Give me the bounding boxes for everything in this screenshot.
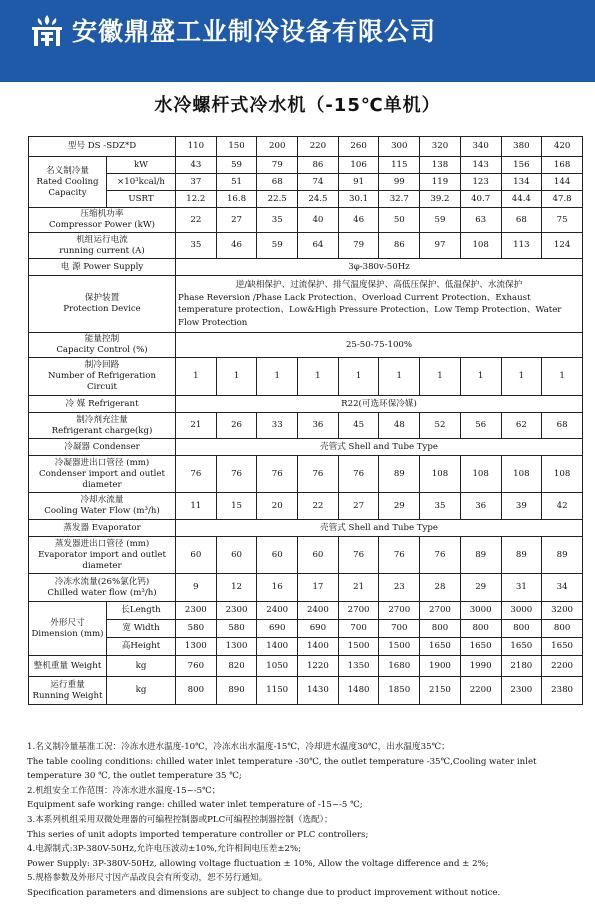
dimension-value: 2300	[176, 602, 217, 620]
capacity-value: 40.7	[460, 191, 501, 208]
cell-text: 冷凝器进出口管径 (mm)	[54, 457, 150, 468]
charge-value: 45	[338, 413, 379, 439]
cell-text: 制冷回路	[84, 360, 120, 370]
capacity-value: 74	[298, 174, 339, 191]
dimension-value: 580	[176, 620, 217, 638]
evaporator-pipe-value: 89	[542, 537, 583, 574]
running-weight-value: 1480	[338, 677, 379, 705]
running-current-value: 35	[176, 233, 217, 259]
chilled-flow-value: 17	[298, 574, 339, 602]
running-weight-value: 2150	[420, 677, 461, 705]
cooling-flow-value: 20	[257, 493, 298, 520]
chilled-flow-value: 31	[501, 574, 542, 602]
model-number: 110	[176, 137, 217, 157]
charge-value: 68	[542, 413, 583, 439]
evaporator-pipe-value: 89	[460, 537, 501, 574]
header-banner	[0, 0, 595, 82]
table-row	[29, 656, 583, 677]
table-row	[29, 413, 583, 439]
dimension-value: 1400	[257, 638, 298, 656]
cell-text: Chilled water flow (m³/h)	[47, 587, 157, 598]
weight-value: 760	[176, 656, 217, 677]
condenser-pipe-value: 108	[501, 456, 542, 493]
table-row	[29, 493, 583, 520]
capacity-value: 123	[460, 174, 501, 191]
cell-text: diameter	[82, 479, 122, 490]
compressor-power-value: 27	[216, 208, 257, 233]
protection-value	[176, 276, 583, 333]
capacity-control-value: 25-50-75-100%	[176, 333, 583, 358]
note-line: Equipment safe working range: chilled water inlet temperature of -15~-5 ℃;	[27, 800, 363, 811]
capacity-value: 168	[542, 157, 583, 174]
table-row	[29, 191, 583, 208]
model-number: 320	[420, 137, 461, 157]
table-row	[29, 208, 583, 233]
weight-value: 1900	[420, 656, 461, 677]
table-row	[29, 396, 583, 413]
condenser-value: 壳管式 Shell and Tube Type	[176, 439, 583, 456]
dimension-value: 2300	[216, 602, 257, 620]
running-current-value: 59	[257, 233, 298, 259]
dimension-value: 800	[542, 620, 583, 638]
evaporator-pipe-value: 60	[298, 537, 339, 574]
capacity-value: 91	[338, 174, 379, 191]
unit-cell: USRT	[107, 191, 176, 208]
dimension-value: 700	[379, 620, 420, 638]
capacity-value: 79	[257, 157, 298, 174]
compressor-power-value: 75	[542, 208, 583, 233]
condenser-pipe-value: 76	[257, 456, 298, 493]
evaporator-pipe-value: 76	[338, 537, 379, 574]
cell-text: Dimension (mm)	[31, 628, 104, 639]
table-row	[29, 137, 583, 157]
cell-text: Running Weight	[32, 690, 103, 701]
note-line: The table cooling conditions: chilled water inlet temperature -30℃, the outlet temperature -35℃,Cooling water inlet temperature 30 ℃, the outlet temperature 35 ℃;	[27, 756, 537, 782]
weight-value: 1350	[338, 656, 379, 677]
compressor-power-value: 50	[379, 208, 420, 233]
weight-value: 2200	[542, 656, 583, 677]
circuit-value: 1	[298, 358, 339, 396]
cell-text: 能量控制	[84, 334, 120, 344]
table-row	[29, 157, 583, 174]
evaporator-pipe-value: 76	[420, 537, 461, 574]
capacity-value: 39.2	[420, 191, 461, 208]
running-weight-value: 2300	[501, 677, 542, 705]
charge-label	[29, 413, 176, 439]
note-line: 2.机组安全工作范围：冷冻水进水温度-15~-5℃；	[27, 785, 221, 796]
capacity-value: 86	[298, 157, 339, 174]
cell-text: 名义制冷量	[46, 165, 89, 176]
table-row	[29, 574, 583, 602]
chilled-flow-value: 34	[542, 574, 583, 602]
capacity-value: 59	[216, 157, 257, 174]
protection-label	[29, 276, 176, 333]
dimension-value: 1300	[216, 638, 257, 656]
dimension-value: 2700	[420, 602, 461, 620]
dimension-value: 1500	[379, 638, 420, 656]
cell-text: Capacity Control (%)	[56, 345, 148, 355]
capacity-value: 24.5	[298, 191, 339, 208]
cooling-flow-value: 42	[542, 493, 583, 520]
evaporator-label: 蒸发器 Evaporator	[29, 520, 176, 537]
chilled-flow-value: 21	[338, 574, 379, 602]
table-row	[29, 456, 583, 493]
weight-value: 1680	[379, 656, 420, 677]
condenser-pipe-value: 76	[216, 456, 257, 493]
circuit-value: 1	[420, 358, 461, 396]
dimension-value: 800	[420, 620, 461, 638]
protection-en: Phase Reversion /Phase Lack Protection、Overload Current Protection、Exhaust temperature protection、Low&High Pressure Protection、Low Temp Protection、Water Flow Protection	[178, 292, 562, 328]
cooling-flow-value: 36	[460, 493, 501, 520]
dimension-value: 3000	[501, 602, 542, 620]
dimension-value: 690	[257, 620, 298, 638]
table-row	[29, 602, 583, 620]
compressor-power-value: 68	[501, 208, 542, 233]
power-supply-value: 3φ-380v-50Hz	[176, 259, 583, 276]
capacity-value: 119	[420, 174, 461, 191]
condenser-pipe-value: 76	[338, 456, 379, 493]
circuit-label	[29, 358, 176, 396]
running-current-value: 124	[542, 233, 583, 259]
spec-table	[28, 136, 583, 705]
note-line: 3.本系列机组采用双微处理器的可编程控制器或PLC可编程控制器控制（选配）；	[27, 814, 333, 825]
capacity-control-label	[29, 333, 176, 358]
table-row	[29, 677, 583, 705]
compressor-power-value: 63	[460, 208, 501, 233]
weight-label: 整机重量 Weight	[29, 656, 107, 677]
cell-text: Number of Refrigeration	[47, 371, 157, 381]
chilled-flow-label	[29, 574, 176, 602]
dimension-value: 1300	[176, 638, 217, 656]
capacity-value: 12.2	[176, 191, 217, 208]
running-weight-value: 890	[216, 677, 257, 705]
capacity-value: 32.7	[379, 191, 420, 208]
circuit-value: 1	[460, 358, 501, 396]
table-row	[29, 520, 583, 537]
cooling-flow-value: 27	[338, 493, 379, 520]
running-weight-value: 1850	[379, 677, 420, 705]
condenser-pipe-value: 108	[542, 456, 583, 493]
weight-value: 1220	[298, 656, 339, 677]
dimension-value: 2700	[379, 602, 420, 620]
company-logo	[30, 14, 64, 48]
condenser-label: 冷凝器 Condenser	[29, 439, 176, 456]
table-row	[29, 333, 583, 358]
dimension-value: 2400	[257, 602, 298, 620]
running-current-value: 108	[460, 233, 501, 259]
note-line: 5.规格参数及外形尺寸因产品改良会有所变动，恕不另行通知。	[27, 873, 268, 884]
running-weight-label	[29, 677, 107, 705]
table-row	[29, 259, 583, 276]
condenser-pipe-label	[29, 456, 176, 493]
cooling-flow-label	[29, 493, 176, 520]
running-current-value: 46	[216, 233, 257, 259]
cooling-flow-value: 11	[176, 493, 217, 520]
charge-value: 48	[379, 413, 420, 439]
capacity-value: 156	[501, 157, 542, 174]
refrigerant-value: R22(可选环保冷媒)	[176, 396, 583, 413]
condenser-pipe-value: 76	[298, 456, 339, 493]
dimension-value: 1650	[501, 638, 542, 656]
dimension-value: 690	[298, 620, 339, 638]
cell-text: Rated Cooling	[36, 176, 99, 187]
power-supply-label: 电 源 Power Supply	[29, 259, 176, 276]
evaporator-pipe-value: 89	[501, 537, 542, 574]
table-row	[29, 537, 583, 574]
table-row	[29, 174, 583, 191]
chilled-flow-value: 29	[460, 574, 501, 602]
note-line: This series of unit adopts imported temperature controller or PLC controllers;	[27, 829, 369, 840]
weight-value: 1050	[257, 656, 298, 677]
cell-text: 机组运行电流	[76, 234, 128, 245]
capacity-value: 106	[338, 157, 379, 174]
table-row	[29, 439, 583, 456]
cooling-flow-value: 29	[379, 493, 420, 520]
dimension-value: 1500	[338, 638, 379, 656]
dimension-value: 2700	[338, 602, 379, 620]
model-label: 型号 DS -SDZ*D	[29, 137, 176, 157]
capacity-value: 44.4	[501, 191, 542, 208]
company-name: 安徽鼎盛工业制冷设备有限公司	[72, 17, 437, 46]
compressor-power-value: 46	[338, 208, 379, 233]
model-number: 150	[216, 137, 257, 157]
unit-cell: 高Height	[107, 638, 176, 656]
weight-value: 820	[216, 656, 257, 677]
running-weight-value: 2200	[460, 677, 501, 705]
cooling-flow-value: 15	[216, 493, 257, 520]
compressor-power-value: 35	[257, 208, 298, 233]
charge-value: 62	[501, 413, 542, 439]
weight-value: 1990	[460, 656, 501, 677]
charge-value: 52	[420, 413, 461, 439]
dimension-value: 3200	[542, 602, 583, 620]
cell-text: 冷却水流量	[80, 495, 124, 505]
running-weight-value: 1430	[298, 677, 339, 705]
unit-cell: kg	[107, 656, 176, 677]
running-current-label	[29, 233, 176, 259]
circuit-value: 1	[542, 358, 583, 396]
evaporator-pipe-value: 76	[379, 537, 420, 574]
charge-value: 36	[298, 413, 339, 439]
cell-text: Cooling Water Flow (m³/h)	[44, 506, 160, 516]
dimension-label	[29, 602, 107, 656]
cell-text: 冷冻水流量(26%氯化钙)	[54, 576, 150, 587]
compressor-power-value: 40	[298, 208, 339, 233]
cell-text: 制冷剂充注量	[76, 414, 128, 425]
dimension-value: 1650	[460, 638, 501, 656]
cell-text: 蒸发器进出口管径 (mm)	[54, 538, 150, 549]
protection-cn: 逆/缺相保护、过流保护、排气温度保护、高低压保护、低温保护、水流保护	[235, 280, 523, 290]
circuit-value: 1	[338, 358, 379, 396]
charge-value: 33	[257, 413, 298, 439]
dimension-value: 1400	[298, 638, 339, 656]
compressor-power-value: 59	[420, 208, 461, 233]
capacity-value: 51	[216, 174, 257, 191]
running-current-value: 64	[298, 233, 339, 259]
model-number: 340	[460, 137, 501, 157]
model-number: 380	[501, 137, 542, 157]
cell-text: Circuit	[87, 382, 117, 392]
evaporator-value: 壳管式 Shell and Tube Type	[176, 520, 583, 537]
circuit-value: 1	[379, 358, 420, 396]
capacity-value: 134	[501, 174, 542, 191]
unit-cell: ×10³kcal/h	[107, 174, 176, 191]
evaporator-pipe-label	[29, 537, 176, 574]
cell-text: running current (A)	[59, 245, 145, 256]
circuit-value: 1	[257, 358, 298, 396]
document-title: 水冷螺杆式冷水机（-15℃单机）	[154, 95, 441, 116]
dimension-value: 1650	[420, 638, 461, 656]
running-current-value: 79	[338, 233, 379, 259]
evaporator-pipe-value: 60	[257, 537, 298, 574]
model-number: 420	[542, 137, 583, 157]
table-row	[29, 358, 583, 396]
condenser-pipe-value: 108	[420, 456, 461, 493]
running-current-value: 86	[379, 233, 420, 259]
cell-text: Evaporator import and outlet	[38, 549, 166, 560]
model-number: 200	[257, 137, 298, 157]
table-row	[29, 638, 583, 656]
capacity-value: 22.5	[257, 191, 298, 208]
dimension-value: 1650	[542, 638, 583, 656]
capacity-value: 99	[379, 174, 420, 191]
dimension-value: 2400	[298, 602, 339, 620]
circuit-value: 1	[501, 358, 542, 396]
running-current-value: 97	[420, 233, 461, 259]
capacity-value: 144	[542, 174, 583, 191]
capacity-value: 68	[257, 174, 298, 191]
condenser-pipe-value: 76	[176, 456, 217, 493]
cooling-flow-value: 22	[298, 493, 339, 520]
dimension-value: 580	[216, 620, 257, 638]
circuit-value: 1	[216, 358, 257, 396]
capacity-value: 43	[176, 157, 217, 174]
dimension-value: 3000	[460, 602, 501, 620]
capacity-value: 115	[379, 157, 420, 174]
cell-text: diameter	[82, 560, 122, 571]
charge-value: 56	[460, 413, 501, 439]
compressor-power-value: 22	[176, 208, 217, 233]
running-weight-value: 1150	[257, 677, 298, 705]
cooling-flow-value: 39	[501, 493, 542, 520]
dimension-value: 800	[460, 620, 501, 638]
weight-value: 2180	[501, 656, 542, 677]
chilled-flow-value: 9	[176, 574, 217, 602]
running-current-value: 113	[501, 233, 542, 259]
unit-cell: 宽 Width	[107, 620, 176, 638]
cell-text: Condenser import and outlet	[39, 468, 165, 479]
capacity-value: 30.1	[338, 191, 379, 208]
chilled-flow-value: 16	[257, 574, 298, 602]
refrigerant-label: 冷 媒 Refrigerant	[29, 396, 176, 413]
running-weight-value: 800	[176, 677, 217, 705]
circuit-value: 1	[176, 358, 217, 396]
model-number: 220	[298, 137, 339, 157]
capacity-value: 16.8	[216, 191, 257, 208]
charge-value: 21	[176, 413, 217, 439]
compressor-power-label	[29, 208, 176, 233]
cell-text: Capacity	[48, 187, 87, 198]
capacity-value: 138	[420, 157, 461, 174]
notes	[27, 740, 587, 901]
cooling-flow-value: 35	[420, 493, 461, 520]
note-line: Power Supply: 3P-380V-50Hz, allowing voltage fluctuation ± 10%, Allow the voltage difference and ± 2%;	[27, 858, 489, 869]
cell-text: 压缩机功率	[80, 209, 124, 219]
evaporator-pipe-value: 60	[216, 537, 257, 574]
capacity-value: 143	[460, 157, 501, 174]
capacity-label	[29, 157, 107, 208]
running-weight-value: 2380	[542, 677, 583, 705]
cell-text: Compressor Power (kW)	[48, 220, 156, 230]
evaporator-pipe-value: 60	[176, 537, 217, 574]
condenser-pipe-value: 89	[379, 456, 420, 493]
unit-cell: kW	[107, 157, 176, 174]
table-row	[29, 620, 583, 638]
cell-text: Refrigerant charge(kg)	[51, 425, 153, 436]
cell-text: Protection Device	[63, 304, 141, 314]
dimension-value: 700	[338, 620, 379, 638]
cell-text: 外形尺寸	[50, 617, 85, 628]
capacity-value: 37	[176, 174, 217, 191]
cell-text: 保护装置	[84, 293, 120, 303]
dimension-value: 800	[501, 620, 542, 638]
unit-cell: kg	[107, 677, 176, 705]
charge-value: 26	[216, 413, 257, 439]
cell-text: 运行重量	[50, 679, 85, 690]
unit-cell: 长Length	[107, 602, 176, 620]
chilled-flow-value: 23	[379, 574, 420, 602]
note-line: 1.名义制冷量基准工况：冷冻水进水温度-10℃，冷冻水出水温度-15℃，冷却进水温度30℃，出水温度35℃；	[27, 742, 450, 752]
table-row	[29, 233, 583, 259]
chilled-flow-value: 12	[216, 574, 257, 602]
model-number: 260	[338, 137, 379, 157]
note-line: Specification parameters and dimensions are subject to change due to product improvement without notice.	[27, 887, 501, 898]
chilled-flow-value: 28	[420, 574, 461, 602]
table-row	[29, 276, 583, 333]
capacity-value: 47.8	[542, 191, 583, 208]
condenser-pipe-value: 108	[460, 456, 501, 493]
model-number: 300	[379, 137, 420, 157]
note-line: 4.电源制式:3P-380V-50Hz,允许电压波动±10%,允许相间电压差±2%;	[27, 844, 302, 855]
